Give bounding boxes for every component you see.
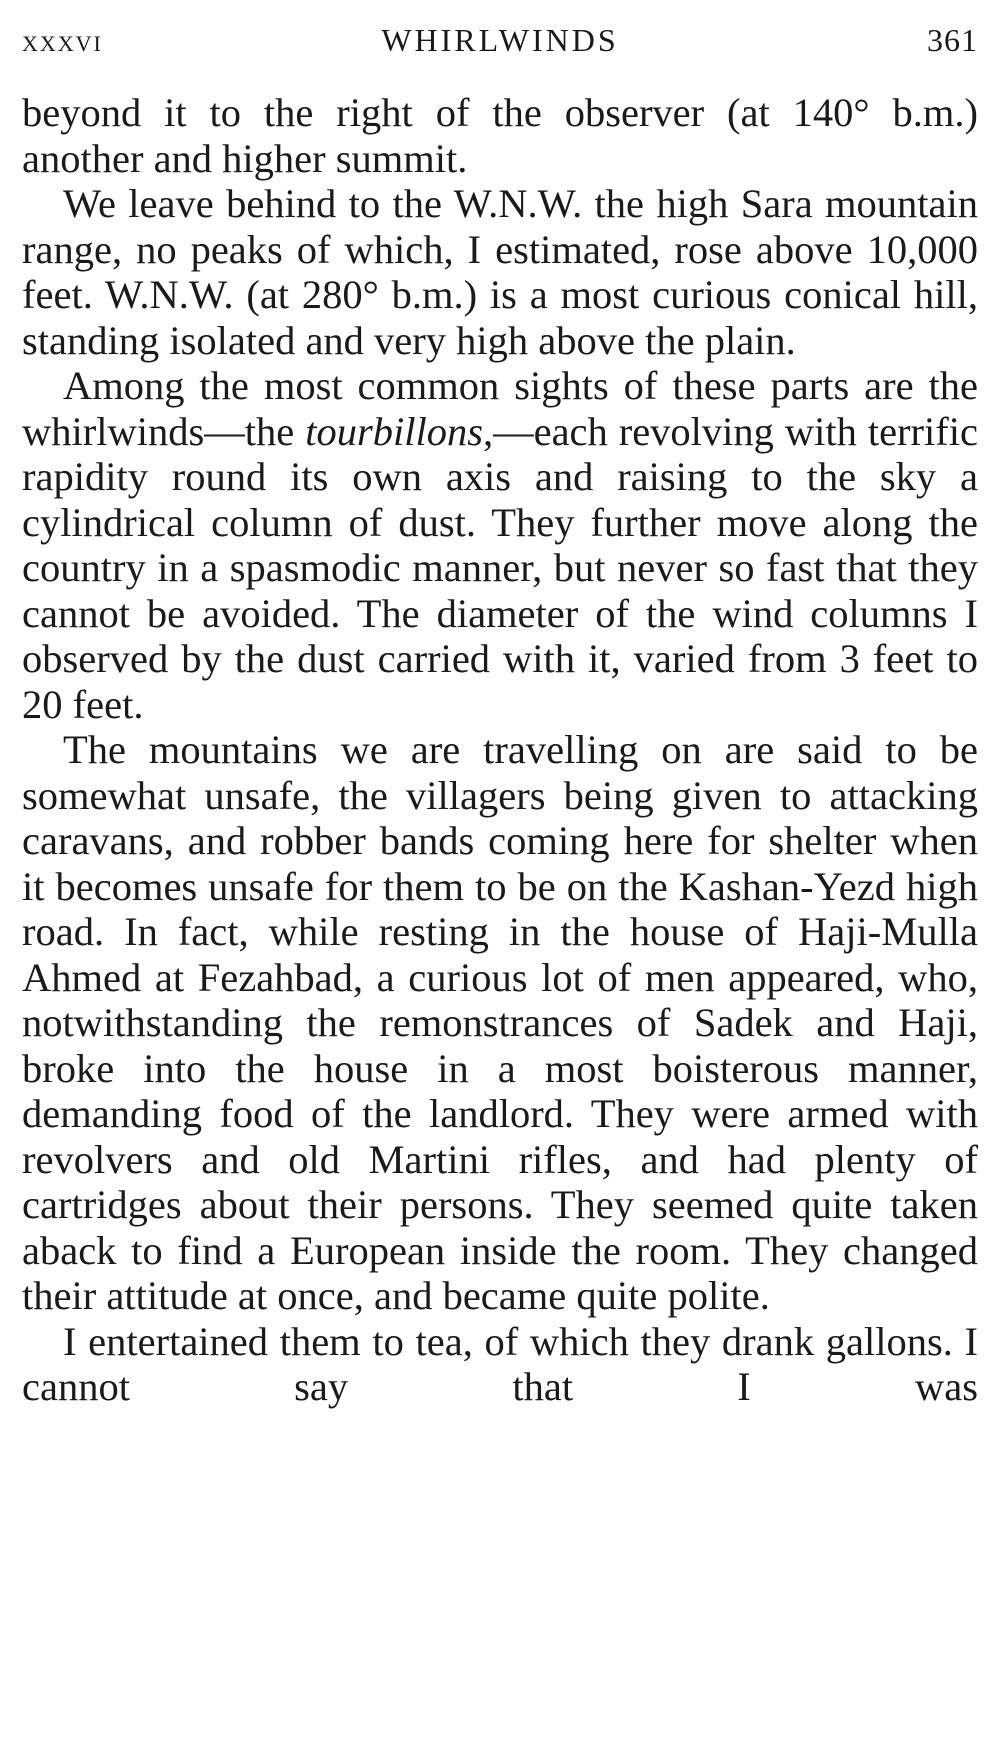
paragraph-continued: beyond it to the right of the observer (at 140° b.m.) another and higher summit. [22,90,978,181]
paragraph-whirlwinds [22,363,978,727]
tourbillons-italic: tourbillons [305,408,483,454]
paragraph-whirlwinds-before: Among the most common sights of these parts are the whirlwinds—the [22,363,978,454]
paragraph-robbers: The mountains we are travelling on are said to be somewhat unsafe, the villagers being given to attacking caravans, and robber bands coming here for shelter when it becomes unsafe for them to be on the Kashan-Yezd high road. In fact, while resting in the house of Haji-Mulla Ahmed at Fezahbad, a curious lot of men appeared, who, notwithstanding the remonstrances of Sadek and Haji, broke into the house in a most boisterous manner, demanding food of the landlord. They were armed with revolvers and old Martini rifles, and had plenty of cartridges about their persons. They seemed quite taken aback to find a European inside the room. They changed their attitude at once, and became quite polite. [22,727,978,1318]
page-number: 361 [927,22,978,58]
paragraph-tea: I entertained them to tea, of which they drank gallons. I cannot say that I was [22,1318,978,1409]
body-text [22,90,978,1410]
paragraph-sara-range: We leave behind to the W.N.W. the high Sara mountain range, no peaks of which, I estimated, rose above 10,000 feet. W.N.W. (at 280° b.m.) is a most curious conical hill, standing isolated and very high above the plain. [22,181,978,363]
running-head [22,22,978,74]
book-page [22,22,978,1410]
paragraph-whirlwinds-after: ,—each revolving with terrific rapidity round its own axis and raising to the sky a cylindrical column of dust. They further move along the country in a spasmodic manner, but never so fast that they cannot be avoided. The diameter of the wind columns I observed by the dust carried with it, varied from 3 feet to 20 feet. [22,408,978,727]
chapter-number: xxxvi [22,22,103,58]
running-title: WHIRLWINDS [381,22,619,58]
